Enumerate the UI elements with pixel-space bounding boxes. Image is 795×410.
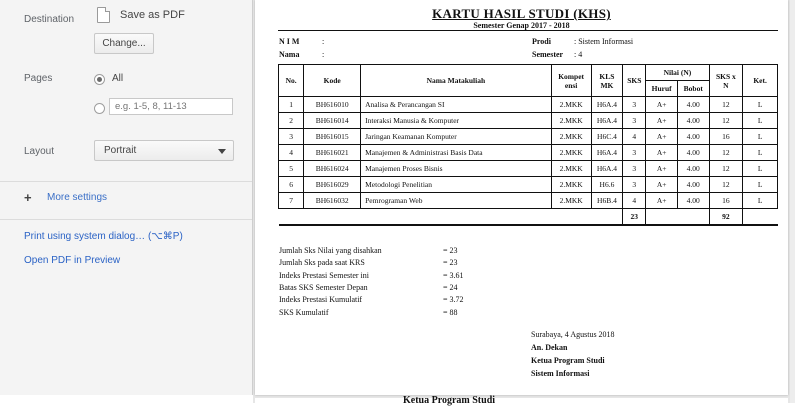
col-header-huruf: Huruf [646,81,678,97]
col-header-no: No. [279,65,304,97]
preview-page [255,0,788,395]
cell-nama: Manajemen & Administrasi Basis Data [361,145,552,161]
divider [0,219,252,220]
total-sksxn: 92 [709,209,743,226]
cell-kode: BH616014 [304,113,361,129]
pages-all-radio[interactable] [94,74,105,85]
cell-sks: 3 [623,145,646,161]
col-header-ket: Ket. [743,65,778,97]
table-row [279,193,778,209]
pdf-file-icon [97,7,110,23]
cell-huruf: A+ [646,129,678,145]
cell-bobot: 4.00 [677,145,709,161]
plus-icon[interactable]: + [24,190,32,205]
signature-line2: Ketua Program Studi [531,356,605,365]
pages-label: Pages [24,73,53,84]
col-header-sks: SKS [623,65,646,97]
layout-select-value: Portrait [104,145,137,156]
cell-sksxn: 12 [709,97,743,113]
col-header-nama: Nama Matakuliah [361,65,552,97]
chevron-down-icon [218,149,226,154]
cell-sks: 4 [623,193,646,209]
cell-ket: L [743,145,778,161]
document-subtitle: Semester Genap 2017 - 2018 [473,21,570,30]
cell-kode: BH616032 [304,193,361,209]
cell-no: 4 [279,145,304,161]
cell-no: 6 [279,177,304,193]
cell-ket: L [743,161,778,177]
cell-bobot: 4.00 [677,177,709,193]
cell-bobot: 4.00 [677,129,709,145]
table-row [279,145,778,161]
destination-value: Save as PDF [120,9,185,21]
nim-value: : [322,37,325,46]
total-blank [646,209,709,226]
summary-label: Indeks Prestasi Kumulatif [279,295,363,305]
layout-label: Layout [24,146,55,157]
layout-select[interactable] [94,140,234,161]
total-row [279,209,778,226]
page-range-input[interactable] [109,98,233,115]
cell-sksxn: 12 [709,113,743,129]
semester-label: Semester [532,50,564,59]
summary-value: = 88 [443,307,458,317]
table-row [279,129,778,145]
col-header-nilai: Nilai (N) [646,65,709,81]
cell-ket: L [743,113,778,129]
preview-scrollbar[interactable] [790,0,795,403]
cell-ket: L [743,177,778,193]
prodi-label: Prodi [532,37,551,46]
cell-huruf: A+ [646,177,678,193]
cell-komp: 2.MKK [551,113,591,129]
cell-huruf: A+ [646,161,678,177]
header-rule [278,30,778,31]
change-destination-button[interactable]: Change... [94,33,154,54]
cell-kode: BH616029 [304,177,361,193]
cell-kls: H6B.4 [591,193,623,209]
cell-no: 5 [279,161,304,177]
cell-bobot: 4.00 [677,193,709,209]
system-dialog-link[interactable]: Print using system dialog… (⌥⌘P) [24,231,183,242]
cell-kode: BH616021 [304,145,361,161]
cell-komp: 2.MKK [551,177,591,193]
summary-value: = 24 [443,282,458,292]
cell-sks: 3 [623,97,646,113]
cell-huruf: A+ [646,193,678,209]
cell-sks: 3 [623,113,646,129]
cell-huruf: A+ [646,97,678,113]
cell-no: 2 [279,113,304,129]
table-row [279,161,778,177]
summary-label: Jumlah Sks pada saat KRS [279,258,365,268]
cell-bobot: 4.00 [677,97,709,113]
summary-value: = 23 [443,258,458,268]
table-row [279,177,778,193]
summary-label: Indeks Prestasi Semester ini [279,270,369,280]
cell-nama: Pemrograman Web [361,193,552,209]
total-blank [279,209,623,226]
cell-sksxn: 12 [709,161,743,177]
cell-nama: Jaringan Keamanan Komputer [361,129,552,145]
open-pdf-preview-link[interactable]: Open PDF in Preview [24,255,121,266]
cell-sksxn: 12 [709,177,743,193]
cell-nama: Metodologi Penelitian [361,177,552,193]
summary-value: = 3.61 [443,270,464,280]
total-blank [743,209,778,226]
col-header-kls: KLS MK [591,65,623,97]
signature-line1: An. Dekan [531,343,568,352]
cell-sksxn: 16 [709,129,743,145]
cell-huruf: A+ [646,145,678,161]
col-header-kompetensi: Kompet ensi [551,65,591,97]
cell-kls: H6C.4 [591,129,623,145]
cell-sks: 3 [623,177,646,193]
cell-kls: H6A.4 [591,145,623,161]
nama-label: Nama [279,50,300,59]
cell-ket: L [743,129,778,145]
cell-nama: Manajemen Proses Bisnis [361,161,552,177]
prodi-value: : Sistem Informasi [574,37,634,46]
cell-ket: L [743,193,778,209]
print-settings-panel [0,0,253,395]
pages-range-radio[interactable] [94,103,105,114]
total-sks: 23 [623,209,646,226]
summary-value: = 23 [443,246,458,255]
summary-label: Batas SKS Semester Depan [279,282,368,292]
cell-komp: 2.MKK [551,161,591,177]
cell-komp: 2.MKK [551,193,591,209]
divider [0,181,252,182]
col-header-kode: Kode [304,65,361,97]
cell-kode: BH616024 [304,161,361,177]
cell-no: 1 [279,97,304,113]
cell-sks: 3 [623,161,646,177]
signature-place-date: Surabaya, 4 Agustus 2018 [531,330,615,339]
cell-komp: 2.MKK [551,97,591,113]
cell-kls: H6A.4 [591,113,623,129]
nama-value: : [322,50,325,59]
cell-nama: Analisa & Perancangan SI [361,97,552,113]
summary-label: SKS Kumulatif [279,307,329,317]
next-page-text: Ketua Program Studi [403,395,496,406]
destination-label: Destination [24,14,75,25]
cell-kls: H6A.4 [591,161,623,177]
table-row [279,113,778,129]
cell-kode: BH616010 [304,97,361,113]
cell-no: 7 [279,193,304,209]
cell-ket: L [743,97,778,113]
grades-table [278,64,778,226]
cell-sks: 4 [623,129,646,145]
cell-sksxn: 16 [709,193,743,209]
cell-komp: 2.MKK [551,129,591,145]
cell-huruf: A+ [646,113,678,129]
cell-no: 3 [279,129,304,145]
cell-bobot: 4.00 [677,113,709,129]
cell-kls: H6A.4 [591,97,623,113]
col-header-bobot: Bobot [677,81,709,97]
pages-all-label: All [112,73,124,84]
cell-kls: H6.6 [591,177,623,193]
summary-label: Jumlah Sks Nilai yang disahkan [279,246,382,255]
cell-komp: 2.MKK [551,145,591,161]
next-preview-page [255,395,788,410]
nim-label: N I M [279,37,300,46]
cell-sksxn: 12 [709,145,743,161]
cell-kode: BH616015 [304,129,361,145]
more-settings-link[interactable]: More settings [47,192,108,203]
table-row [279,97,778,113]
signature-line3: Sistem Informasi [531,369,590,378]
cell-nama: Interaksi Manusia & Komputer [361,113,552,129]
semester-value: : 4 [574,50,583,59]
col-header-sksxn: SKS x N [709,65,743,97]
summary-value: = 3.72 [443,295,464,305]
document-title: KARTU HASIL STUDI (KHS) [432,6,611,21]
cell-bobot: 4.00 [677,161,709,177]
